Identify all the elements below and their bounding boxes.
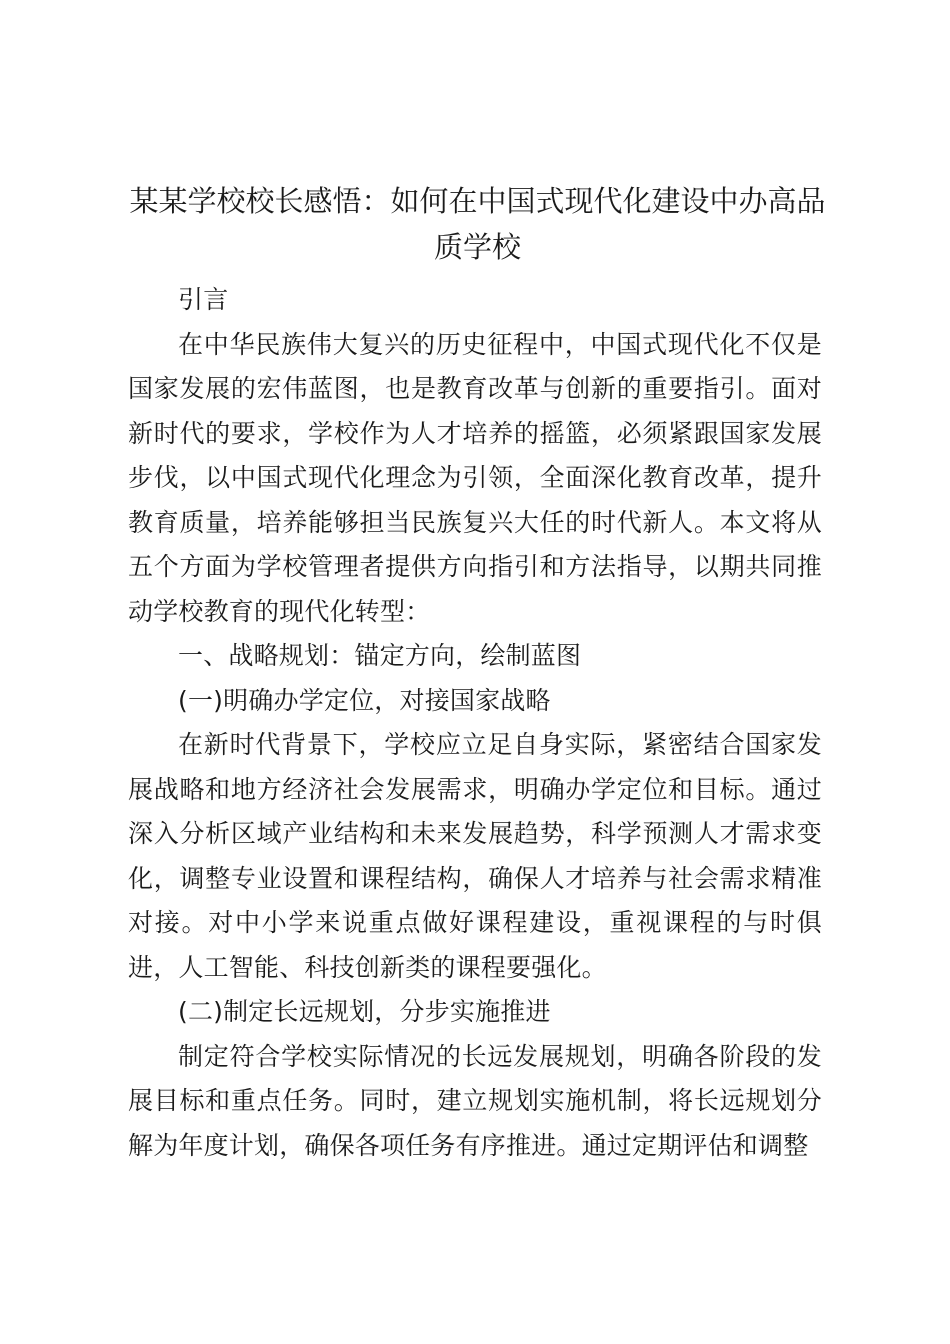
section-heading-strategy: 一、战略规划：锚定方向，绘制蓝图 bbox=[178, 641, 582, 670]
intro-paragraph: 在中华民族伟大复兴的历史征程中，中国式现代化不仅是国家发展的宏伟蓝图，也是教育改革与创新的重要指引。面对新时代的要求，学校作为人才培养的摇篮，必须紧跟国家发展步伐，以中国式现代化理念为引领，全面深化教育改革，提升教育质量，培养能够担当民族复兴大任的时代新人。本文将从五个方面为学校管理者提供方向指引和方法指导，以期共同推动学校教育的现代化转型： bbox=[128, 329, 822, 626]
subsection-heading-positioning: (一)明确办学定位，对接国家战略 bbox=[178, 685, 551, 715]
positioning-paragraph: 在新时代背景下，学校应立足自身实际，紧密结合国家发展战略和地方经济社会发展需求，明确办学定位和目标。通过深入分析区域产业结构和未来发展趋势，科学预测人才需求变化，调整专业设置和课程结构，确保人才培养与社会需求精准对接。对中小学来说重点做好课程建设，重视课程的与时俱进，人工智能、科技创新类的课程要强化。 bbox=[128, 730, 822, 982]
document-body bbox=[128, 278, 822, 1168]
intro-heading: 引言 bbox=[178, 285, 229, 314]
document-title: 某某学校校长感悟：如何在中国式现代化建设中办高品质学校 bbox=[129, 184, 826, 264]
subsection-heading-long-term-plan: (二)制定长远规划，分步实施推进 bbox=[178, 997, 551, 1026]
long-term-plan-paragraph: 制定符合学校实际情况的长远发展规划，明确各阶段的发展目标和重点任务。同时，建立规划实施机制，将长远规划分解为年度计划，确保各项任务有序推进。通过定期评估和调整 bbox=[128, 1041, 822, 1160]
